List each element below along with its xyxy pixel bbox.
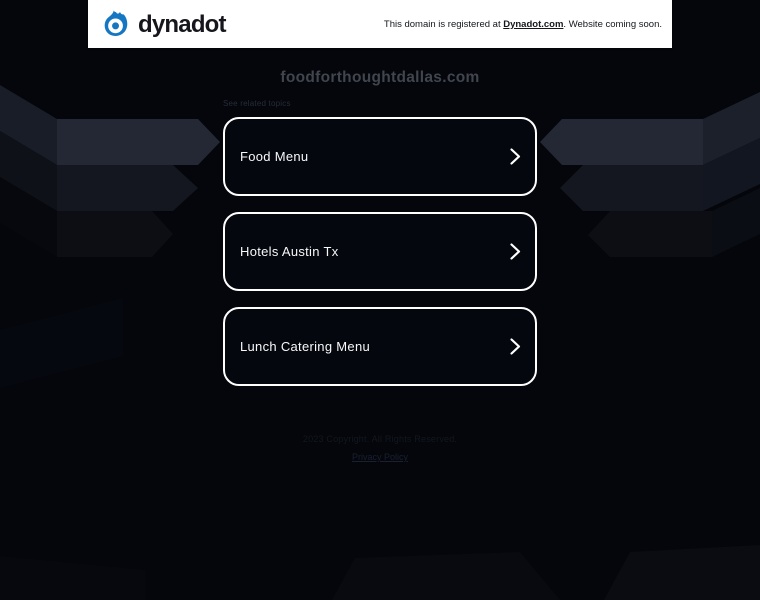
domain-title: foodforthoughtdallas.com: [280, 69, 480, 86]
dynadot-flame-icon: [101, 9, 132, 40]
chevron-right-icon: [509, 337, 522, 356]
copyright-text: 2023 Copyright. All Rights Reserved.: [302, 434, 458, 444]
topic-button-food-menu[interactable]: [223, 117, 537, 196]
registered-tagline: [384, 19, 662, 30]
dynadot-com-link[interactable]: Dynadot.com: [503, 18, 564, 30]
topic-button-hotels-austin-tx[interactable]: [223, 212, 537, 291]
dynadot-logo[interactable]: [101, 9, 226, 40]
tagline-prefix: This domain is registered at: [383, 18, 504, 30]
related-topics-label: See related topics: [223, 99, 291, 108]
chevron-right-icon: [509, 242, 522, 261]
dynadot-logo-text: dynadot: [138, 10, 226, 38]
topic-button-lunch-catering-menu[interactable]: [223, 307, 537, 386]
related-topics-list: [223, 117, 537, 402]
topic-label: Food Menu: [240, 149, 309, 164]
header-bar: [88, 0, 672, 48]
topic-label: Hotels Austin Tx: [240, 244, 339, 259]
chevron-right-icon: [509, 147, 522, 166]
topic-label: Lunch Catering Menu: [240, 339, 370, 354]
privacy-policy-link[interactable]: [0, 452, 760, 462]
tagline-suffix: . Website coming soon.: [563, 18, 662, 30]
privacy-policy-label[interactable]: Privacy Policy: [351, 452, 408, 462]
